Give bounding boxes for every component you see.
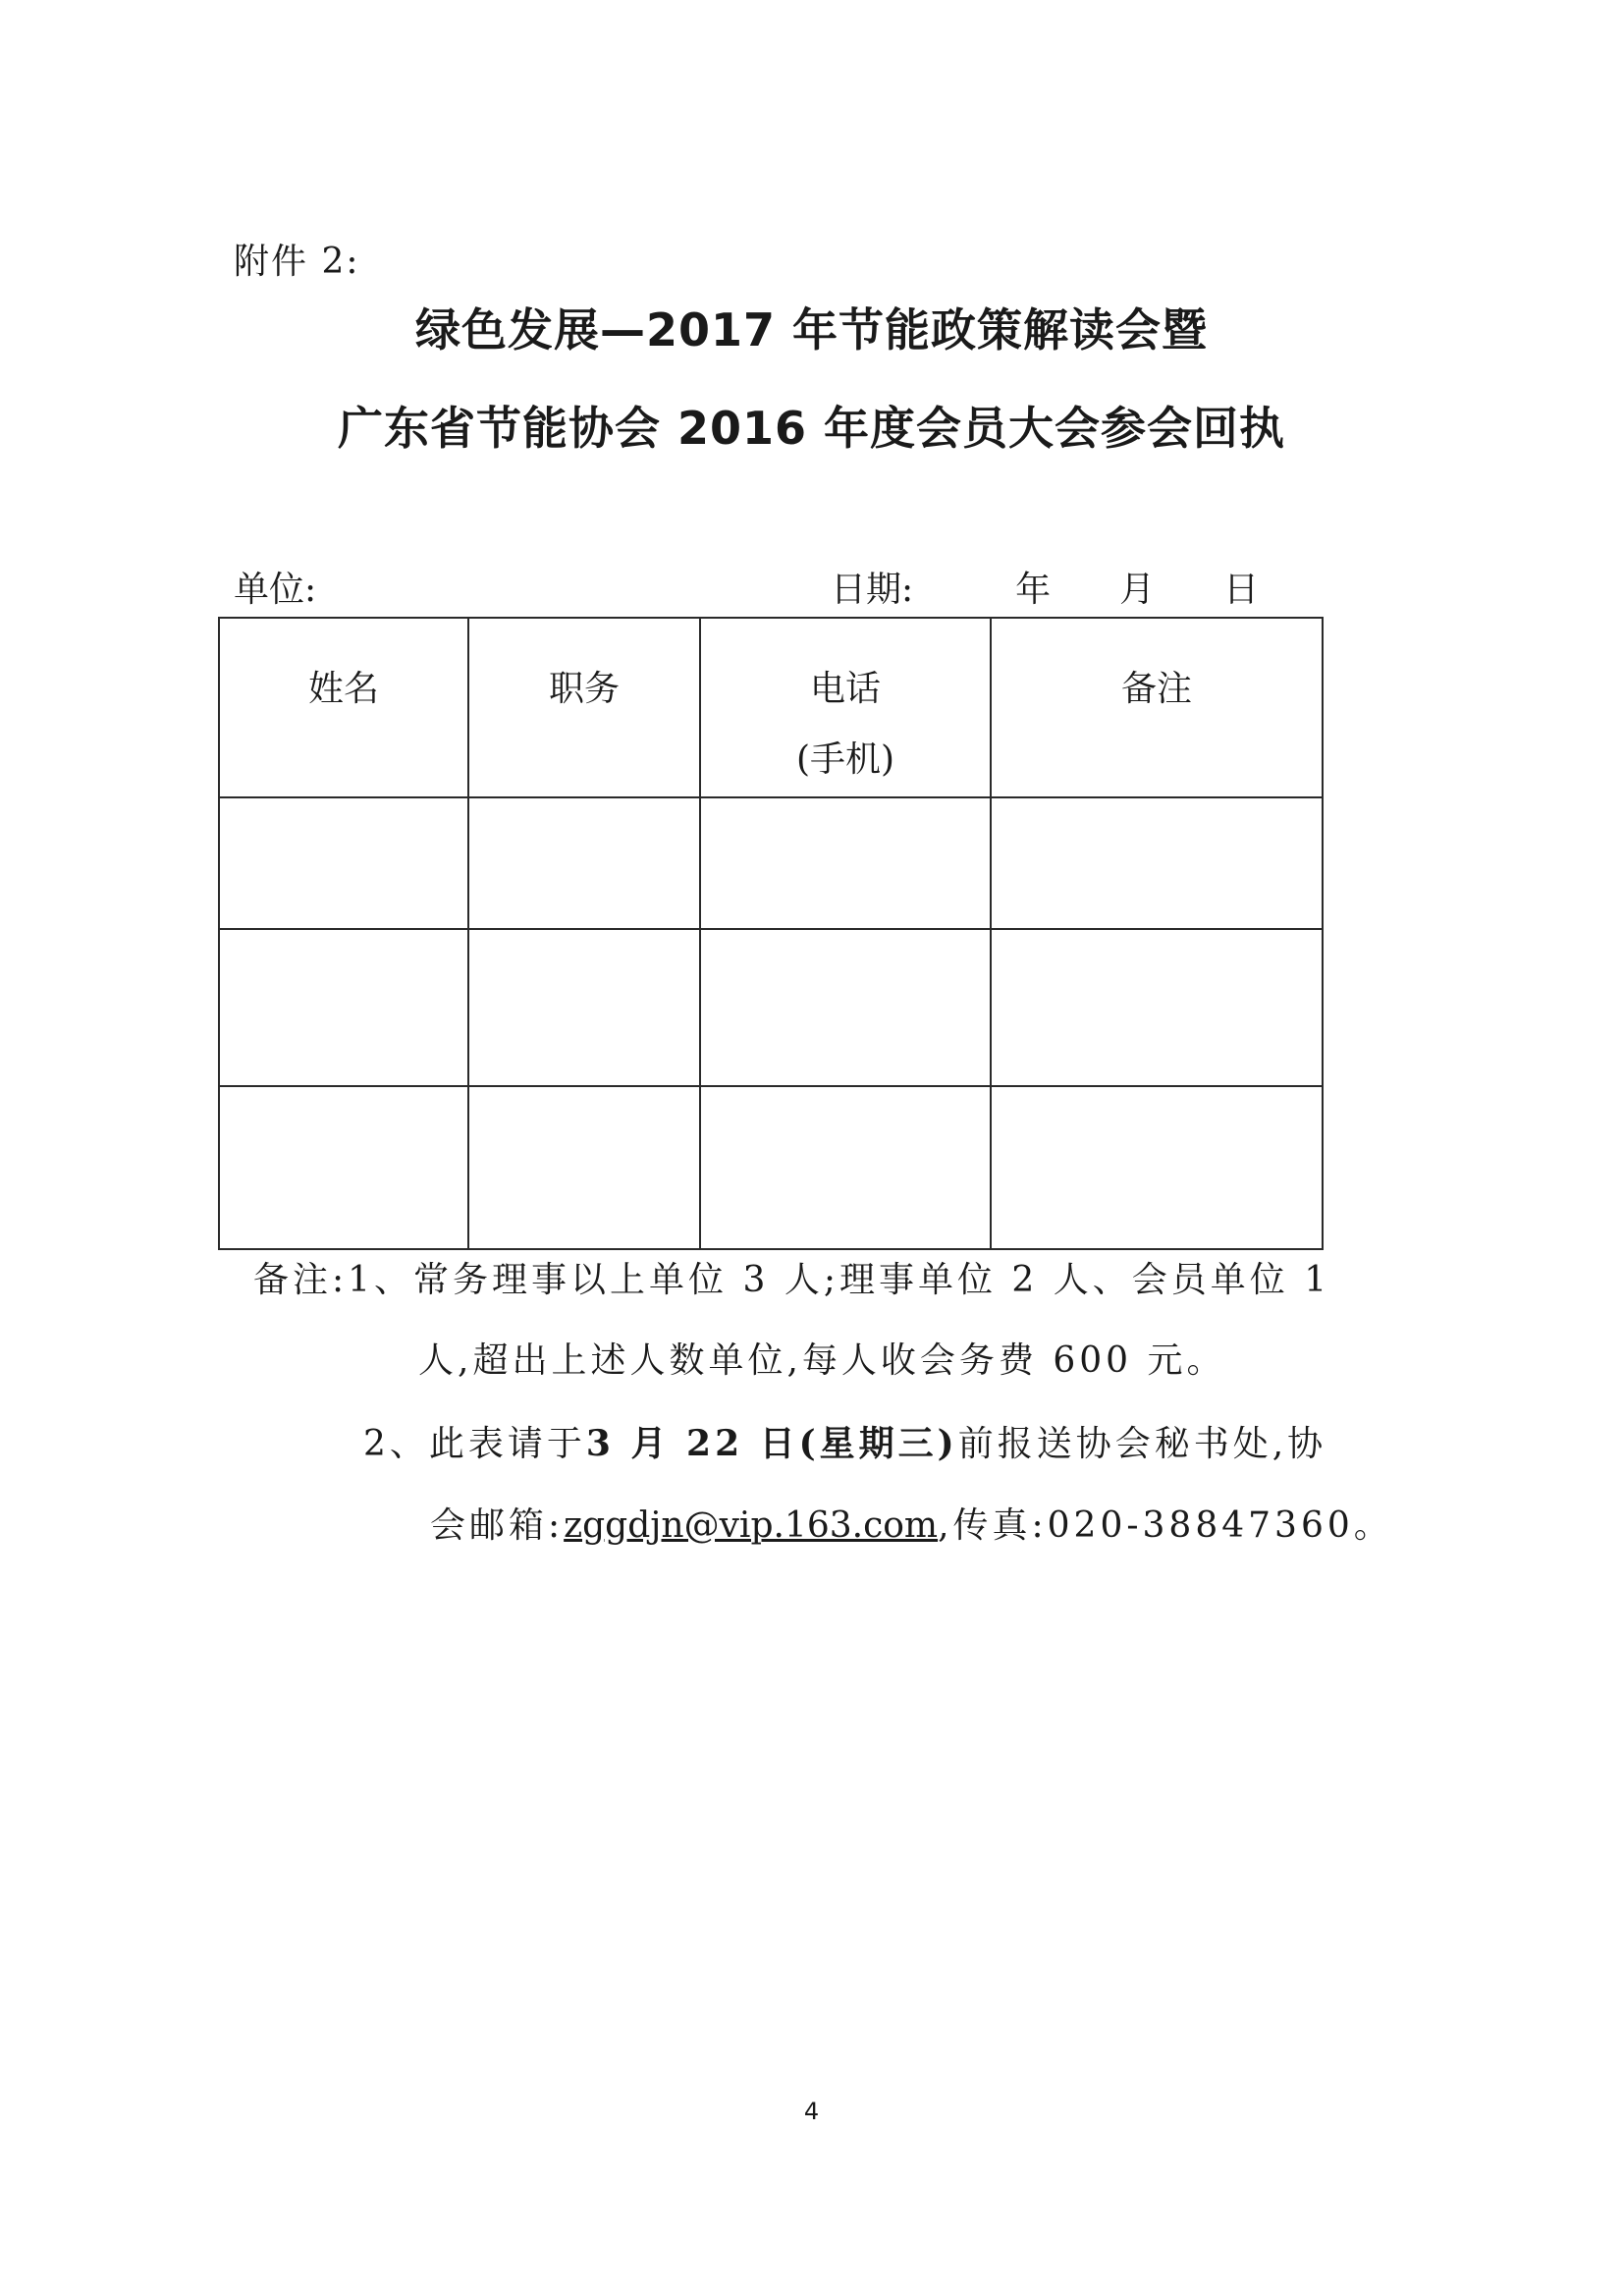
position-cell[interactable] — [468, 1086, 700, 1249]
note-2-deadline: 3 月 22 日(星期三) — [585, 1423, 958, 1464]
note-2-line-2 — [430, 1487, 1393, 1565]
date-year-label: 年 — [1015, 570, 1052, 610]
name-cell[interactable] — [219, 929, 468, 1086]
note-2-prefix: 2、此表请于 — [363, 1424, 586, 1464]
table-header-row — [219, 618, 1323, 797]
note-1-line-1: 备注:1、常务理事以上单位 3 人;理事单位 2 人、会员单位 1 — [253, 1260, 1331, 1300]
note-2-suffix: 前报送协会秘书处,协 — [957, 1424, 1327, 1464]
document-title-line-2: 广东省节能协会 2016 年度会员大会参会回执 — [337, 402, 1286, 455]
table-row — [219, 1086, 1323, 1249]
phone-cell[interactable] — [700, 797, 991, 929]
date-month-label: 月 — [1119, 570, 1156, 610]
table-row — [219, 797, 1323, 929]
email-link[interactable]: zggdjn@vip.163.com — [564, 1505, 939, 1546]
position-cell[interactable] — [468, 797, 700, 929]
phone-cell[interactable] — [700, 1086, 991, 1249]
page-number: 4 — [803, 2098, 820, 2125]
remark-cell[interactable] — [991, 1086, 1323, 1249]
date-group — [831, 562, 1259, 612]
header-position: 职务 — [468, 618, 700, 797]
header-phone-sub-label: (手机) — [795, 739, 895, 780]
reply-table — [218, 617, 1324, 1250]
document-title-line-1: 绿色发展—2017 年节能政策解读会暨 — [414, 303, 1209, 356]
header-remark: 备注 — [991, 618, 1323, 797]
attachment-label: 附件 2: — [234, 242, 360, 282]
header-phone — [700, 618, 991, 797]
note-2-line-1 — [363, 1404, 1326, 1484]
position-cell[interactable] — [468, 929, 700, 1086]
remark-cell[interactable] — [991, 929, 1323, 1086]
date-day-label: 日 — [1223, 570, 1260, 610]
table-row — [219, 929, 1323, 1086]
form-meta-row — [234, 562, 1324, 611]
fax-text: ,传真:020-38847360。 — [938, 1505, 1393, 1546]
remark-cell[interactable] — [991, 797, 1323, 929]
unit-label: 单位: — [234, 570, 317, 610]
header-name: 姓名 — [219, 618, 468, 797]
date-label: 日期: — [831, 570, 914, 610]
note-1-line-2: 人,超出上述人数单位,每人收会务费 600 元。 — [418, 1340, 1226, 1381]
phone-cell[interactable] — [700, 929, 991, 1086]
email-label: 会邮箱: — [430, 1505, 565, 1546]
name-cell[interactable] — [219, 1086, 468, 1249]
name-cell[interactable] — [219, 797, 468, 929]
header-phone-label: 电话 — [809, 669, 881, 709]
